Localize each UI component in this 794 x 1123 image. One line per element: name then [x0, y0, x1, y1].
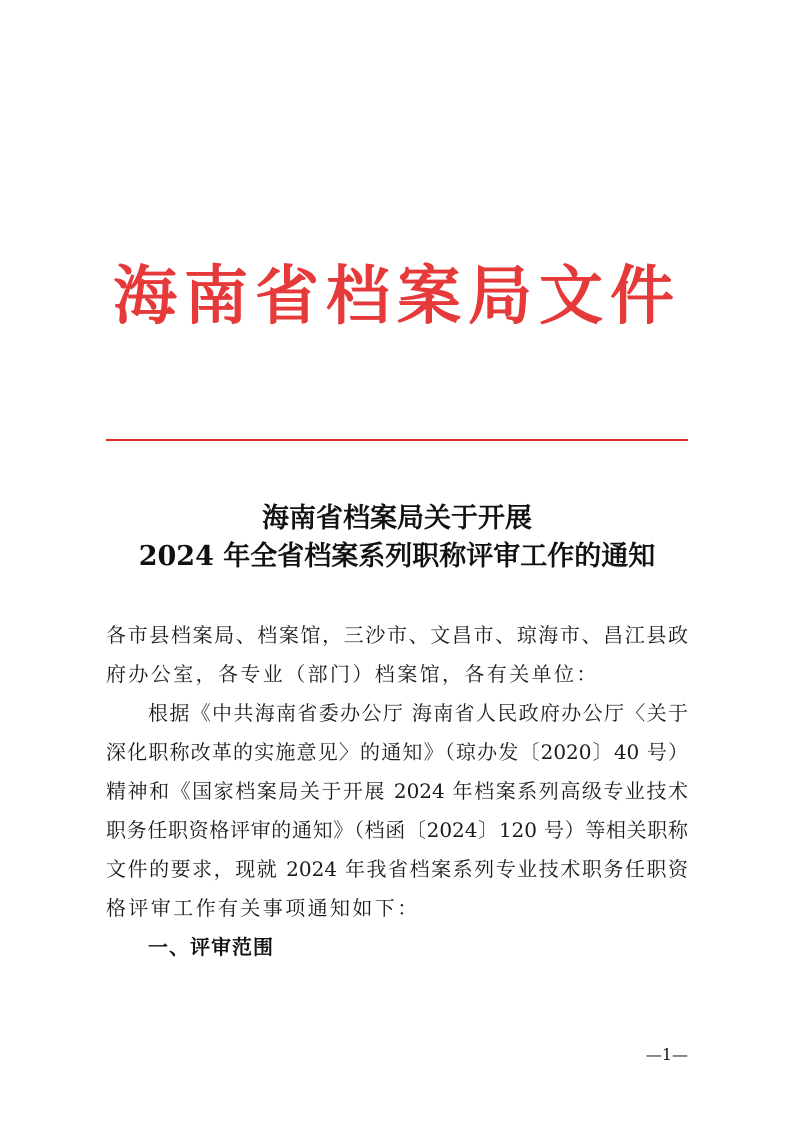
body-line-paragraph-start: 根据《中共海南省委办公厅 海南省人民政府办公厅〈关于 [148, 701, 688, 725]
page-number: —1— [645, 1045, 688, 1064]
body-line-paragraph-end: 格评审工作有关事项通知如下： [106, 896, 420, 920]
notice-title-line-2: 2024 年全省档案系列职称评审工作的通知 [138, 541, 656, 572]
document-header-title: 海南省档案局文件 [113, 260, 681, 334]
body-line: 职务任职资格评审的通知》（档函〔2024〕120 号）等相关职称 [106, 818, 688, 842]
body-line: 精神和《国家档案局关于开展 2024 年档案系列高级专业技术 [106, 779, 688, 803]
body-line-recipients-cont: 府办公室，各专业（部门）档案馆，各有关单位： [106, 662, 599, 686]
notice-title-line-1: 海南省档案局关于开展 [262, 503, 532, 534]
notice-body [106, 616, 688, 967]
body-line: 文件的要求，现就 2024 年我省档案系列专业技术职务任职资 [106, 857, 688, 881]
body-line: 深化职称改革的实施意见〉的通知》（琼办发〔2020〕40 号） [106, 740, 688, 764]
header-red-rule [106, 439, 688, 441]
body-line-recipients: 各市县档案局、档案馆，三沙市、文昌市、琼海市、昌江县政 [106, 623, 688, 647]
section-heading: 一、评审范围 [148, 935, 274, 959]
